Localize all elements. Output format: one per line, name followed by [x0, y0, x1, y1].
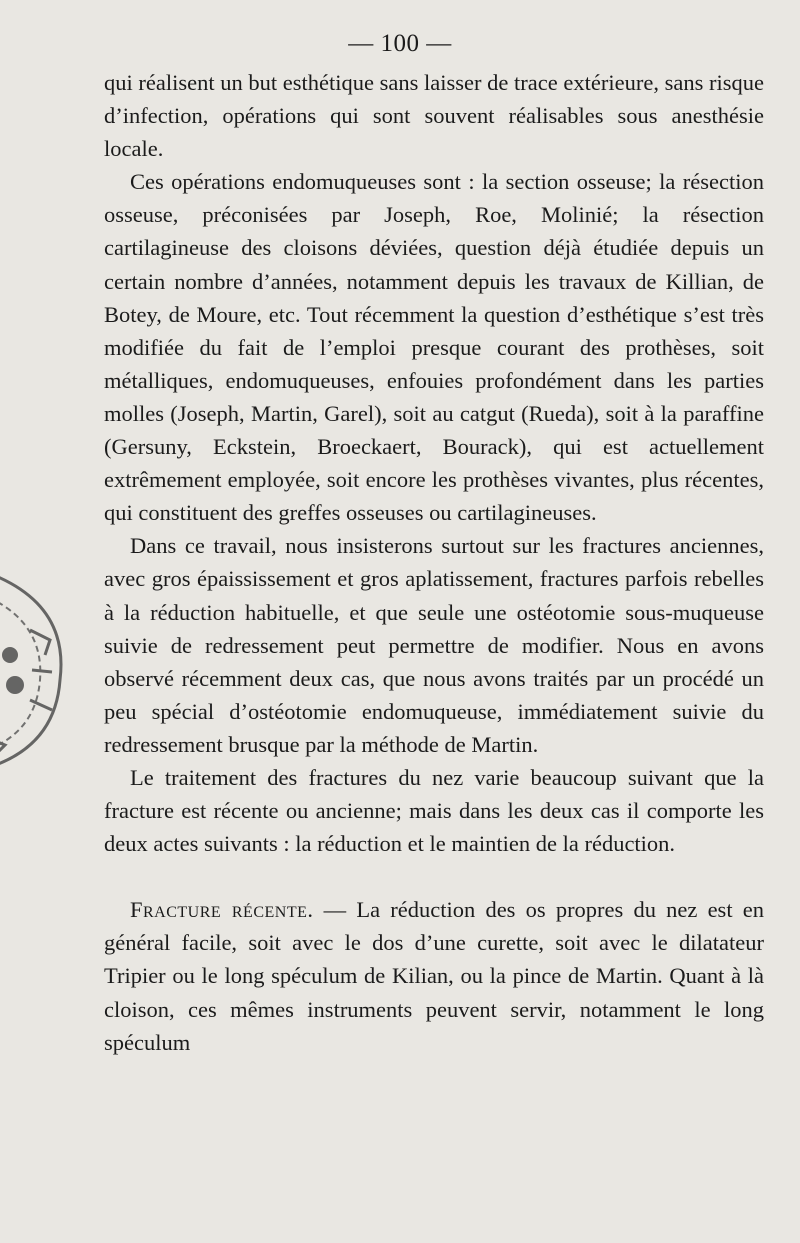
section-heading: Fracture récente.	[130, 897, 314, 923]
paragraph-1: qui réalisent un but esthétique sans laisser de trace extérieure, sans risque d’infection, opérations qui sont souvent réalisables sous anesthésie locale.	[104, 70, 764, 162]
paragraph-3: Dans ce travail, nous insisterons surtout sur les fractures anciennes, avec gros épaississement et gros aplatissement, fractures parfois rebelles à la réduction habituelle, et que seule une ostéotomie sous-muqueuse suivie de redressement peut permettre de modifier. Nous en avons observé récemment deux cas, que nous avons traités par un procédé un peu spécial d’ostéotomie endomuqueuse, immédiatement suivie du redressement brusque par la méthode de Martin.	[104, 533, 764, 757]
paragraph-2: Ces opérations endomuqueuses sont : la section osseuse; la résection osseuse, préconisées par Joseph, Roe, Molinié; la résection cartilagineuse des cloisons déviées, question déjà étudiée depuis un certain nombre d’années, notamment depuis les travaux de Killian, de Botey, de Moure, etc. Tout récemment la question d’esthétique s’est très modifiée du fait de l’emploi presque courant des prothèses, soit métalliques, endomuqueuses, enfouies profondément dans les parties molles (Joseph, Martin, Garel), soit au catgut (Rueda), soit à la paraffine (Gersuny, Eckstein, Broeckaert, Bourack), qui est actuellement extrêmement employée, soit encore les prothèses vivantes, plus récentes, qui constituent des greffes osseuses ou cartilagineuses.	[104, 169, 764, 526]
library-stamp-icon	[0, 560, 80, 780]
paragraph-5	[104, 893, 764, 1058]
page-number: — 100 —	[348, 30, 452, 57]
paragraph-5-text: — La réduction des os propres du nez est en général facile, soit avec le dos d’une curette, soit avec le dilatateur Tripier ou le long spéculum de Kilian, ou la pince de Martin. Quant à là cloison, ces mêmes instruments peuvent servir, notamment le long spéculum	[104, 897, 764, 1055]
paragraph-4: Le traitement des fractures du nez varie beaucoup suivant que la fracture est récente ou ancienne; mais dans les deux cas il comporte les deux actes suivants : la réduction et le maintien de la réduction.	[104, 764, 764, 857]
document-body	[104, 66, 764, 1059]
